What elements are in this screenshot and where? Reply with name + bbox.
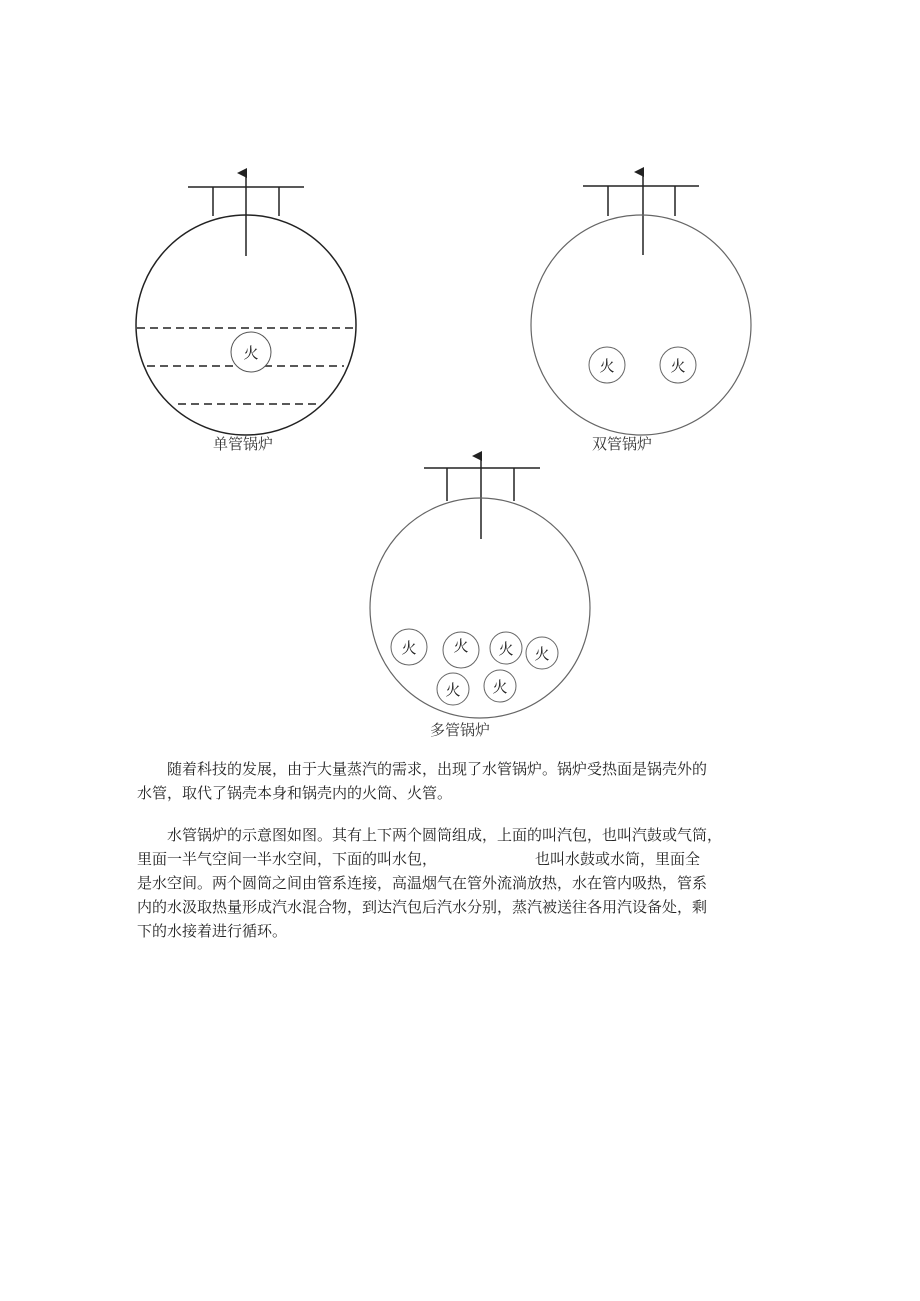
fire-label: 火 [599,357,615,375]
paragraph-intro [137,757,807,805]
fire-label: 火 [498,640,514,658]
fire-label: 火 [445,681,461,699]
paragraph-line: 随着科技的发展，由于大量蒸汽的需求，出现了水管锅炉。锅炉受热面是锅壳外的 [167,760,708,778]
paragraph-line: 水管锅炉的示意图如图。其有上下两个圆筒组成，上面的叫汽包，也叫汽鼓或气筒， [167,826,723,844]
single-tube-caption: 单管锅炉 [212,435,274,453]
boiler-shell [531,215,751,435]
paragraph-line: 下的水接着进行循环。 [137,922,288,940]
double-tube-boiler [531,172,751,453]
fire-label: 火 [453,637,469,655]
paragraph-line: 水管，取代了锅壳本身和锅壳内的火筒、火管。 [137,784,453,802]
fire-label: 火 [534,645,550,663]
fire-label: 火 [492,678,508,696]
boiler-shell [370,498,590,718]
multi-tube-boiler [370,456,590,739]
fire-label: 火 [243,344,259,362]
paragraph-fragment: 也叫水鼓或水筒，里面全 [535,850,701,868]
paragraph-line [137,847,807,871]
double-tube-caption: 双管锅炉 [591,435,653,453]
paragraph-line: 是水空间。两个圆筒之间由管系连接，高温烟气在管外流淌放热，水在管内吸热，管系 [137,874,708,892]
paragraph-line: 内的水汲取热量形成汽水混合物，到达汽包后汽水分别，蒸汽被送往各用汽设备处，剩 [137,898,708,916]
multi-tube-caption: 多管锅炉 [429,721,491,739]
paragraph-fragment: 里面一半气空间一半水空间，下面的叫水包， [137,850,438,868]
paragraph-description [137,823,807,943]
single-tube-boiler [136,173,356,453]
fire-label: 火 [670,357,686,375]
fire-label: 火 [401,639,417,657]
